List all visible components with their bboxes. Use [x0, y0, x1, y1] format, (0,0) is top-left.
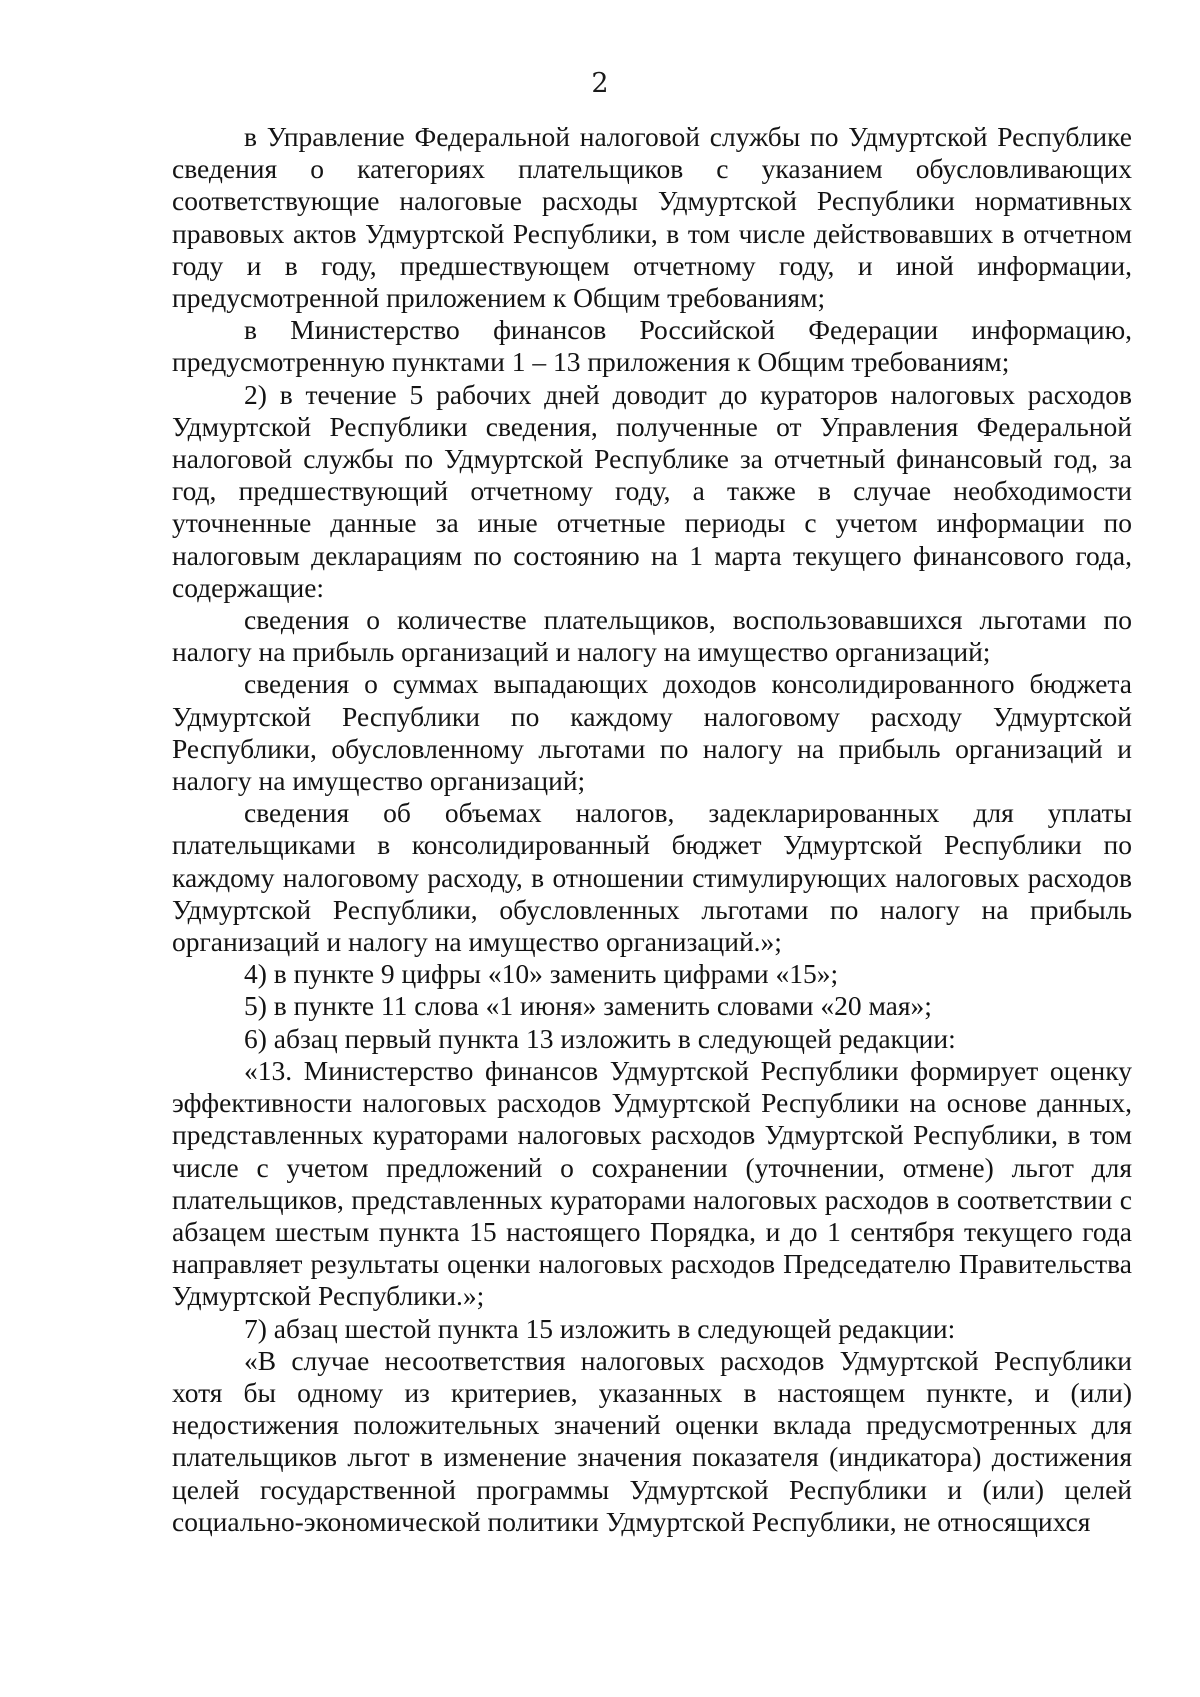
paragraph-payers-count: сведения о количестве плательщиков, воспользовавшихся льготами по налогу на прибыль организаций и налогу на имущество организаций; [172, 604, 1132, 668]
document-body [172, 121, 1132, 1538]
paragraph-point-13: «13. Министерство финансов Удмуртской Республики формирует оценку эффективности налоговых расходов Удмуртской Республики на основе данных, представленных кураторами налоговых расходов Удмуртской Республики, в том числе с учетом предложений о сохранении (уточнении, отмене) льгот для плательщиков, представленных кураторами налоговых расходов в соответствии с абзацем шестым пункта 15 настоящего Порядка, и до 1 сентября текущего года направляет результаты оценки налоговых расходов Председателю Правительства Удмуртской Республики.»; [172, 1054, 1132, 1312]
paragraph-minfin-rf-info: в Министерство финансов Российской Федерации информацию, предусмотренную пунктами 1 – 13 приложения к Общим требованиям; [172, 314, 1132, 378]
paragraph-item-2: 2) в течение 5 рабочих дней доводит до кураторов налоговых расходов Удмуртской Республики сведения, полученные от Управления Федеральной налоговой службы по Удмуртской Республике за отчетный финансовый год, за год, предшествующий отчетному году, а также в случае необходимости уточненные данные за иные отчетные периоды с учетом информации по налоговым декларациям по состоянию на 1 марта текущего финансового года, содержащие: [172, 378, 1132, 603]
paragraph-item-4: 4) в пункте 9 цифры «10» заменить цифрами «15»; [244, 958, 839, 990]
paragraph-declared-taxes: сведения об объемах налогов, задекларированных для уплаты плательщиками в консолидированный бюджет Удмуртской Республики по каждому налоговому расходу, в отношении стимулирующих налоговых расходов Удмуртской Республики, обусловленных льготами по налогу на прибыль организаций и налогу на имущество организаций.»; [172, 797, 1132, 958]
paragraph-ufns-info: в Управление Федеральной налоговой службы по Удмуртской Республике сведения о категориях плательщиков с указанием обусловливающих соответствующие налоговые расходы Удмуртской Республики нормативных правовых актов Удмуртской Республики, в том числе действовавших в отчетном году и в году, предшествующем отчетному году, и иной информации, предусмотренной приложением к Общим требованиям; [172, 121, 1132, 314]
page-number: 2 [591, 68, 609, 99]
paragraph-item-7: 7) абзац шестой пункта 15 изложить в следующей редакции: [244, 1312, 956, 1344]
paragraph-item-6: 6) абзац первый пункта 13 изложить в следующей редакции: [244, 1022, 956, 1054]
paragraph-lost-income: сведения о суммах выпадающих доходов консолидированного бюджета Удмуртской Республики по каждому налоговому расходу Удмуртской Республики, обусловленному льготами по налогу на прибыль организаций и налогу на имущество организаций; [172, 668, 1132, 797]
paragraph-point-15-text: «В случае несоответствия налоговых расходов Удмуртской Республики хотя бы одному из критериев, указанных в настоящем пункте, и (или) недостижения положительных значений оценки вклада предусмотренных для плательщиков льгот в изменение значения показателя (индикатора) достижения целей государственной программы Удмуртской Республики и (или) целей социально-экономической политики Удмуртской Республики, не относящихся [172, 1344, 1132, 1537]
paragraph-item-5: 5) в пункте 11 слова «1 июня» заменить словами «20 мая»; [244, 990, 932, 1022]
